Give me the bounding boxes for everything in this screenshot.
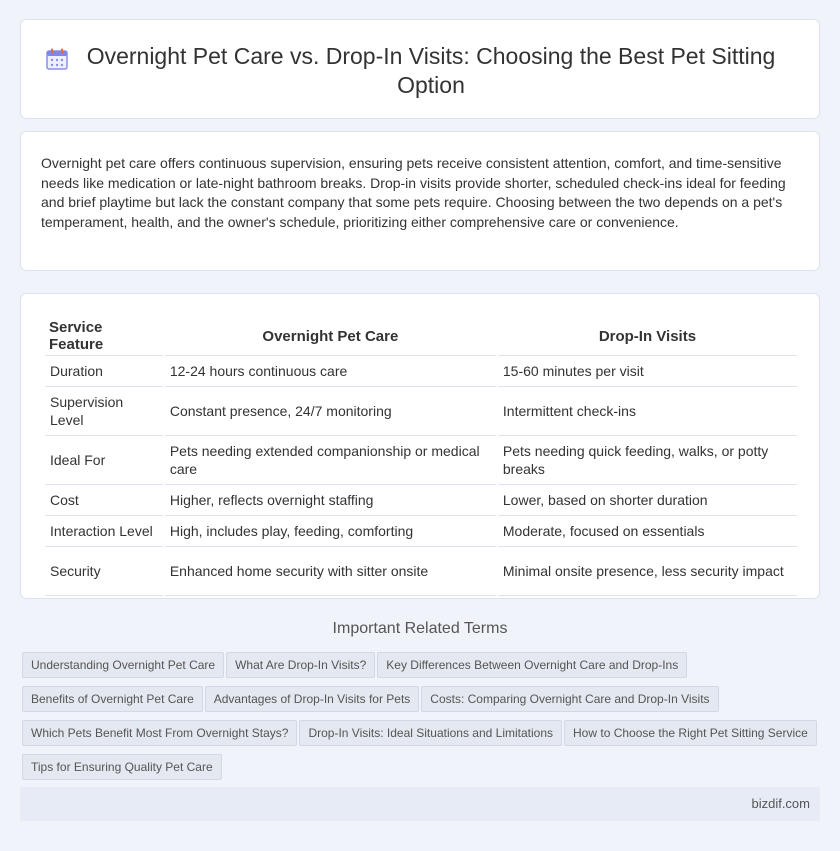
comparison-table [43, 316, 799, 596]
table-row [45, 436, 797, 485]
table-cell: Lower, based on shorter duration [498, 485, 797, 516]
intro-card [20, 131, 820, 271]
header-card [20, 19, 820, 119]
table-cell: Intermittent check-ins [498, 387, 797, 436]
page-title: Overnight Pet Care vs. Drop-In Visits: Choosing the Best Pet Sitting Option [86, 43, 776, 98]
related-terms-list [22, 652, 822, 788]
table-cell: Enhanced home security with sitter onsite [165, 547, 496, 596]
table-cell: Pets needing extended companionship or medical care [165, 436, 496, 485]
table-row [45, 516, 797, 547]
table-header-dropin: Drop-In Visits [498, 316, 797, 356]
title-wrap [61, 42, 801, 100]
comparison-table-card [20, 293, 820, 599]
related-terms-title: Important Related Terms [332, 620, 508, 637]
related-term-tag[interactable]: Costs: Comparing Overnight Care and Drop-In Visits [421, 686, 718, 712]
table-cell: Minimal onsite presence, less security impact [498, 547, 797, 596]
table-cell: Higher, reflects overnight staffing [165, 485, 496, 516]
table-cell: Moderate, focused on essentials [498, 516, 797, 547]
footer [20, 787, 820, 821]
table-cell: Pets needing quick feeding, walks, or potty breaks [498, 436, 797, 485]
table-header-row [45, 316, 797, 356]
related-term-tag[interactable]: What Are Drop-In Visits? [226, 652, 375, 678]
related-term-tag[interactable]: Advantages of Drop-In Visits for Pets [205, 686, 420, 712]
table-cell: Constant presence, 24/7 monitoring [165, 387, 496, 436]
table-cell: 15-60 minutes per visit [498, 356, 797, 387]
table-header-overnight: Overnight Pet Care [165, 316, 496, 356]
table-cell: Ideal For [45, 436, 163, 485]
table-row [45, 547, 797, 596]
table-row [45, 387, 797, 436]
table-cell: Security [45, 547, 163, 596]
related-term-tag[interactable]: Understanding Overnight Pet Care [22, 652, 224, 678]
table-cell: 12-24 hours continuous care [165, 356, 496, 387]
related-term-tag[interactable]: Tips for Ensuring Quality Pet Care [22, 754, 222, 780]
table-row [45, 485, 797, 516]
related-term-tag[interactable]: How to Choose the Right Pet Sitting Service [564, 720, 817, 746]
related-term-tag[interactable]: Drop-In Visits: Ideal Situations and Limitations [299, 720, 562, 746]
table-cell: Interaction Level [45, 516, 163, 547]
table-header-feature: Service Feature [45, 316, 163, 356]
intro-paragraph: Overnight pet care offers continuous supervision, ensuring pets receive consistent attention, comfort, and time-sensitive needs like medication or late-night bathroom breaks. Drop-in visits provide shorter, scheduled check-ins ideal for feeding and brief playtime but lack the constant company that some pets require. Choosing between the two depends on a pet's temperament, health, and the owner's schedule, prioritizing either comprehensive care or convenience. [41, 155, 786, 230]
table-row [45, 356, 797, 387]
footer-brand[interactable]: bizdif.com [751, 796, 810, 811]
related-term-tag[interactable]: Which Pets Benefit Most From Overnight Stays? [22, 720, 297, 746]
related-term-tag[interactable]: Key Differences Between Overnight Care and Drop-Ins [377, 652, 687, 678]
table-cell: Duration [45, 356, 163, 387]
table-cell: High, includes play, feeding, comforting [165, 516, 496, 547]
table-cell: Cost [45, 485, 163, 516]
related-term-tag[interactable]: Benefits of Overnight Pet Care [22, 686, 203, 712]
table-cell: Supervision Level [45, 387, 163, 436]
